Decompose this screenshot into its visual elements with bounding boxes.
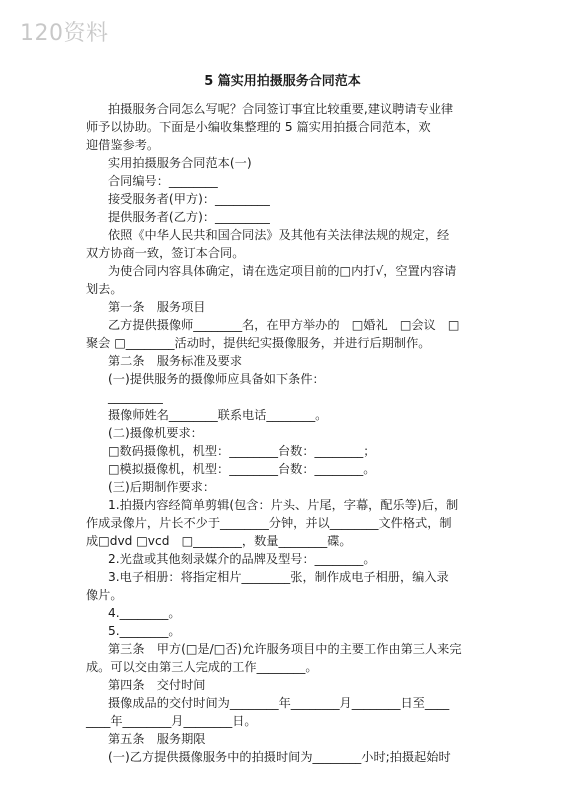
paragraph-line: 聚会 □________活动时，提供纪实摄像服务，并进行后期制作。 (86, 336, 431, 350)
paragraph-line: 成□dvd □vcd □________，数量________碟。 (86, 534, 352, 548)
paragraph-line: 作成录像片，片长不少于________分钟，并以________文件格式，制 (86, 516, 452, 530)
paragraph-line: 第三条 甲方(□是/□否)允许服务项目中的主要工作由第三人来完 (108, 642, 462, 656)
paragraph-line: 4.________。 (108, 606, 181, 620)
paragraph-line: 2.光盘或其他刻录媒介的品牌及型号：________。 (108, 552, 376, 566)
paragraph-line: (二)摄像机要求： (108, 426, 203, 440)
paragraph-line: 乙方提供摄像师________名，在甲方举办的 □婚礼 □会议 □ (108, 318, 460, 332)
section-heading: 实用拍摄服务合同范本(一) (108, 156, 252, 170)
paragraph-line: 成。可以交由第三人完成的工作________。 (86, 660, 318, 674)
paragraph-line: 1.拍摄内容经简单剪辑(包含：片头、片尾，字幕，配乐等)后，制 (108, 498, 459, 512)
paragraph-line: 提供服务者(乙方)：_________ (108, 210, 270, 224)
paragraph-line: 双方协商一致，签订本合同。 (86, 246, 245, 260)
paragraph-line: □数码摄像机，机型：________台数：________； (108, 444, 376, 458)
paragraph-line: 划去。 (86, 282, 123, 296)
clause-heading: 第五条 服务期限 (108, 732, 206, 746)
paragraph-line: ____年________月________日。 (86, 714, 257, 728)
paragraph-line: 迎借鉴参考。 (86, 138, 160, 152)
clause-heading: 第一条 服务项目 (108, 300, 206, 314)
paragraph-line: 合同编号：________ (108, 174, 218, 188)
paragraph-line: 拍摄服务合同怎么写呢？合同签订事宜比较重要,建议聘请专业律 (108, 102, 454, 116)
paragraph-line: (三)后期制作要求： (108, 480, 216, 494)
paragraph-line: 师予以协助。下面是小编收集整理的 5 篇实用拍摄合同范本，欢 (86, 120, 431, 134)
watermark-logo: 120资料 (20, 21, 109, 46)
paragraph-line: _________ (108, 390, 163, 404)
paragraph-line: (一)提供服务的摄像师应具备如下条件： (108, 372, 325, 386)
clause-heading: 第二条 服务标准及要求 (108, 354, 243, 368)
paragraph-line: 依照《中华人民共和国合同法》及其他有关法律法规的规定，经 (108, 228, 450, 242)
paragraph-line: 5.________。 (108, 624, 181, 638)
document-title: 5 篇实用拍摄服务合同范本 (204, 74, 361, 89)
paragraph-line: 摄像成品的交付时间为________年________月________日至____ (108, 696, 450, 710)
clause-heading: 第四条 交付时间 (108, 678, 206, 692)
paragraph-line: 3.电子相册：将指定相片________张，制作成电子相册，编入录 (108, 570, 449, 584)
paragraph-line: 摄像师姓名________联系电话________。 (108, 408, 328, 422)
paragraph-line: 为使合同内容具体确定，请在选定项目前的□内打√，空置内容请 (108, 264, 457, 278)
paragraph-line: 接受服务者(甲方)：_________ (108, 192, 270, 206)
paragraph-line: (一)乙方提供摄像服务中的拍摄时间为________小时;拍摄起始时 (108, 750, 451, 764)
paragraph-line: □模拟摄像机，机型：________台数：________。 (108, 462, 376, 476)
paragraph-line: 像片。 (86, 588, 123, 602)
